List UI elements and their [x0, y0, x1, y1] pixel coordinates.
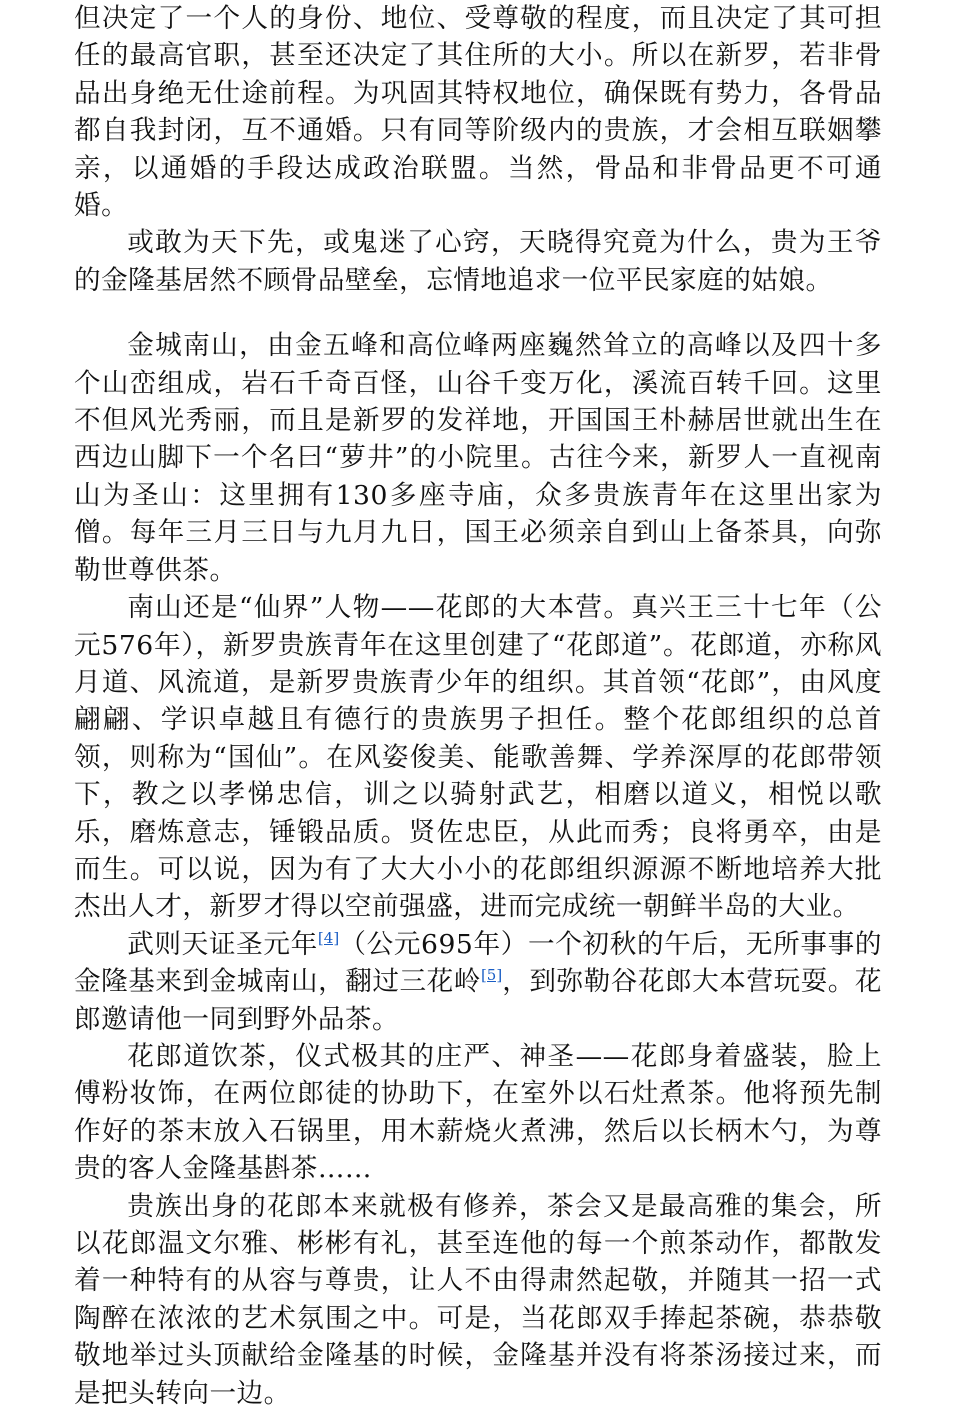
- footnote-ref-5[interactable]: [5]: [480, 966, 503, 985]
- paragraph-wu-zetian-year: [74, 926, 882, 1038]
- paragraph-mount-nam: [74, 327, 882, 589]
- paragraph-text: 但决定了一个人的身份、地位、受尊敬的程度，而且决定了其可担任的最高官职，甚至还决定了其住所的大小。所以在新罗，若非骨品出身绝无仕途前程。为巩固其特权地位，确保既有势力，各骨品都自我封闭，互不通婚。只有同等阶级内的贵族，才会相互联姻攀亲，以通婚的手段达成政治联盟。当然，骨品和非骨品更不可通婚。: [74, 3, 882, 222]
- document-page: [74, 0, 883, 1409]
- paragraph-hwarang-offers-tea: [74, 1188, 882, 1412]
- paragraph-text: （公元695年）一个初秋的午后，无所事事的金隆基来到金城南山，翻过三花岭: [74, 928, 883, 998]
- paragraph-kim-pursues-commoner: [74, 224, 882, 299]
- paragraph-tea-ceremony: [74, 1038, 882, 1188]
- paragraph-text: 花郎道饮茶，仪式极其的庄严、神圣——花郎身着盛装，脸上傅粉妆饰，在两位郎徒的协助下，在室外以石灶煮茶。他将预先制作好的茶末放入石锅里，用木薪烧火煮沸，然后以长柄木勺，为尊贵的客人金隆基斟茶……: [74, 1040, 882, 1185]
- paragraph-text: 武则天证圣元年: [127, 928, 318, 960]
- section-gap: [74, 299, 882, 327]
- paragraph-text: 贵族出身的花郎本来就极有修养，茶会又是最高雅的集会，所以花郎温文尔雅、彬彬有礼，甚至连他的每一个煎茶动作，都散发着一种特有的从容与尊贵，让人不由得肃然起敬，并随其一招一式陶醉在浓浓的艺术氛围之中。可是，当花郎双手捧起茶碗，恭恭敬敬地举过头顶献给金隆基的时候，金隆基并没有将茶汤接过来，而是把头转向一边。: [74, 1190, 882, 1409]
- paragraph-text: 金城南山，由金五峰和高位峰两座巍然耸立的高峰以及四十多个山峦组成，岩石千奇百怪，山谷千变万化，溪流百转千回。这里不但风光秀丽，而且是新罗的发祥地，开国国王朴赫居世就出生在西边山脚下一个名曰“萝井”的小院里。古往今来，新罗人一直视南山为圣山：这里拥有130多座寺庙，众多贵族青年在这里出家为僧。每年三月三日与九月九日，国王必须亲自到山上备茶具，向弥勒世尊供茶。: [74, 330, 882, 586]
- paragraph-continuation: [74, 0, 882, 224]
- paragraph-text: ，到弥勒谷花郎大本营玩耍。花郎邀请他一同到野外品茶。: [74, 966, 883, 1035]
- paragraph-text: 南山还是“仙界”人物——花郎的大本营。真兴王三十七年（公元576年），新罗贵族青年在这里创建了“花郎道”。花郎道，亦称风月道、风流道，是新罗贵族青少年的组织。其首领“花郎”，由风度翩翩、学识卓越且有德行的贵族男子担任。整个花郎组织的总首领，则称为“国仙”。在风姿俊美、能歌善舞、学养深厚的花郎带领下，教之以孝悌忠信，训之以骑射武艺，相磨以道义，相悦以歌乐，磨炼意志，锤锻品质。贤佐忠臣，从此而秀；良将勇卒，由是而生。可以说，因为有了大大小小的花郎组织源源不断地培养大批杰出人才，新罗才得以空前强盛，进而完成统一朝鲜半岛的大业。: [74, 592, 882, 923]
- paragraph-hwarang-base: [74, 589, 882, 926]
- paragraph-text: 或敢为天下先，或鬼迷了心窍，天晓得究竟为什么，贵为王爷的金隆基居然不顾骨品壁垒，忘情地追求一位平民家庭的姑娘。: [74, 227, 882, 296]
- footnote-ref-4[interactable]: [4]: [317, 928, 340, 947]
